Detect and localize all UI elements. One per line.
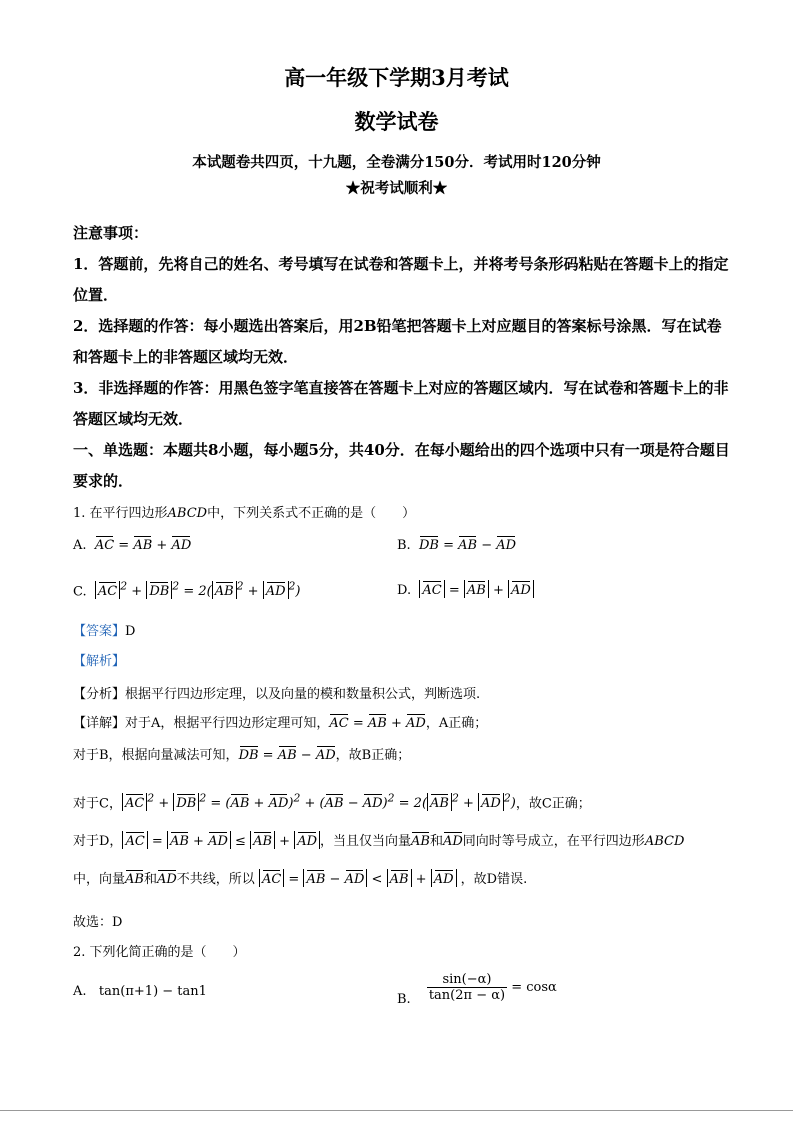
- q1-analysis-tag: [73, 650, 125, 669]
- q1-detail-d2-vec-ad: AD: [157, 872, 177, 887]
- q1-detail-b: [73, 744, 410, 763]
- q1-detail-b-pre: 对于B，根据向量减法可知，: [73, 748, 239, 763]
- q1-detail-a-formula: AC = AB + AD: [329, 716, 425, 731]
- q1-answer: [73, 620, 135, 639]
- q1-option-b-formula: DB = AB − AD: [415, 538, 516, 553]
- note-item-3: 3．非选择题的作答：用黑色签字笔直接答在答题卡上对应的答题区域内．写在试卷和答题卡上的非答题区域均无效．: [73, 379, 729, 428]
- note-item-1: 1．答题前，先将自己的姓名、考号填写在试卷和答题卡上，并将考号条形码粘贴在答题卡上的指定位置．: [73, 255, 729, 304]
- q1-detail-d-and: 和: [429, 834, 443, 849]
- q1-option-c-label: C.: [73, 584, 87, 600]
- q1-option-a-label: A.: [73, 538, 87, 553]
- exam-info: 本试题卷共四页，十九题，全卷满分150分．考试用时120分钟: [192, 154, 601, 171]
- q1-option-a-formula: AC = AB + AD: [91, 538, 192, 553]
- answer-tag: 【答案】: [73, 624, 126, 639]
- q1-option-c-formula: AC $^2$ + DB $^2$ = 2( AB $^2$ + AD $^2$): [91, 584, 301, 599]
- exam-title: 高一年级下学期3月考试: [284, 65, 509, 90]
- q1-option-b-label: B.: [397, 538, 411, 553]
- page-bottom-rule: [0, 1110, 793, 1111]
- q1-detail-d-var: ABCD: [644, 834, 685, 849]
- q1-detail-d2-formula: AC = AB − AD < AB + AD: [255, 872, 461, 887]
- q1-detail-b-post: ，故B正确；: [335, 748, 411, 763]
- q1-detail-c-post: ，故C正确；: [515, 796, 591, 812]
- section-heading: 一、单选题：本题共8小题，每小题5分，共40分．在每小题给出的四个选项中只有一项是符合题目要求的．: [73, 441, 730, 490]
- q1-option-d-formula: AC = AB + AD: [415, 583, 534, 598]
- q1-option-d-label: D.: [397, 583, 412, 598]
- q1-detail-d: [73, 830, 684, 849]
- q1-detail-d-pre: 对于D，: [73, 834, 123, 849]
- q1-detail-d-vec-ad: AD: [443, 834, 463, 849]
- q1-detail-d2-post: ，故D错误.: [460, 872, 528, 887]
- q2-option-b-formula: $\frac{\sin(-\alpha)}{\tan(2\pi - \alpha)}$ = cosα: [428, 972, 557, 1003]
- q1-detail-b-formula: DB = AB − AD: [239, 748, 336, 763]
- q1-detail-d2-mid: 不共线，所以: [176, 872, 255, 887]
- q1-detail-d2-vec-ab: AB: [125, 872, 144, 887]
- q1-detail-a: [73, 712, 487, 731]
- q1-fenxi: 【分析】根据平行四边形定理，以及向量的模和数量积公式，判断选项.: [73, 687, 481, 702]
- q1-detail-d-mid2: 同向时等号成立，在平行四边形: [462, 834, 645, 849]
- exam-subtitle: 数学试卷: [354, 109, 439, 134]
- q1-detail-c: [73, 792, 591, 811]
- notes-heading: 注意事项：: [73, 224, 149, 242]
- q1-detail-c-pre: 对于C，: [73, 796, 122, 812]
- q1-option-a: [73, 535, 191, 553]
- q1-detail-d-vec-ab: AB: [411, 834, 430, 849]
- q1-stem-var: ABCD: [167, 506, 208, 521]
- q1-detail-d-line2: [73, 868, 527, 887]
- q2-option-b-label: B.: [397, 992, 411, 1007]
- q2-option-a-label: A.: [73, 984, 87, 999]
- q1-stem: [73, 502, 415, 521]
- q2-option-a-formula: tan(π+1) − tan1: [90, 984, 207, 999]
- analysis-tag: 【解析】: [73, 654, 126, 669]
- q1-detail-d-mid: ，当且仅当向量: [320, 834, 412, 849]
- q1-detail-d-formula: AC = AB + AD ≤ AB + AD: [122, 834, 320, 849]
- q2-option-a: [73, 984, 207, 999]
- answer-value: D: [125, 624, 136, 639]
- q1-detail-a-post: ，A正确；: [425, 716, 488, 731]
- q1-option-b: [397, 535, 516, 553]
- q1-option-d: [397, 580, 534, 598]
- q1-detail-d2-and: 和: [143, 872, 157, 887]
- q1-detail-c-formula: AC $^2$ + DB $^2$ = (AB + AD)$^2$ + (AB − AD)$^2$ = 2( AB $^2$ + AD $^2$): [122, 796, 516, 811]
- q1-detail-d2-pre: 中，向量: [73, 872, 126, 887]
- q1-stem-pre: 1. 在平行四边形: [73, 506, 168, 521]
- q1-stem-post: 中，下列关系式不正确的是（ ）: [207, 506, 416, 521]
- exam-wish: ★祝考试顺利★: [345, 180, 448, 197]
- q2-stem: 2. 下列化简正确的是（ ）: [73, 945, 246, 960]
- note-item-2: 2．选择题的作答：每小题选出答案后，用2B铅笔把答题卡上对应题目的答案标号涂黑．写在试卷和答题卡上的非答题区域均无效．: [73, 317, 722, 366]
- q1-option-c: [73, 580, 300, 599]
- q1-choose: 故选：D: [73, 915, 123, 930]
- q2-option-b: [397, 972, 557, 1007]
- q1-detail-a-pre: 【详解】对于A，根据平行四边形定理可知，: [73, 716, 330, 731]
